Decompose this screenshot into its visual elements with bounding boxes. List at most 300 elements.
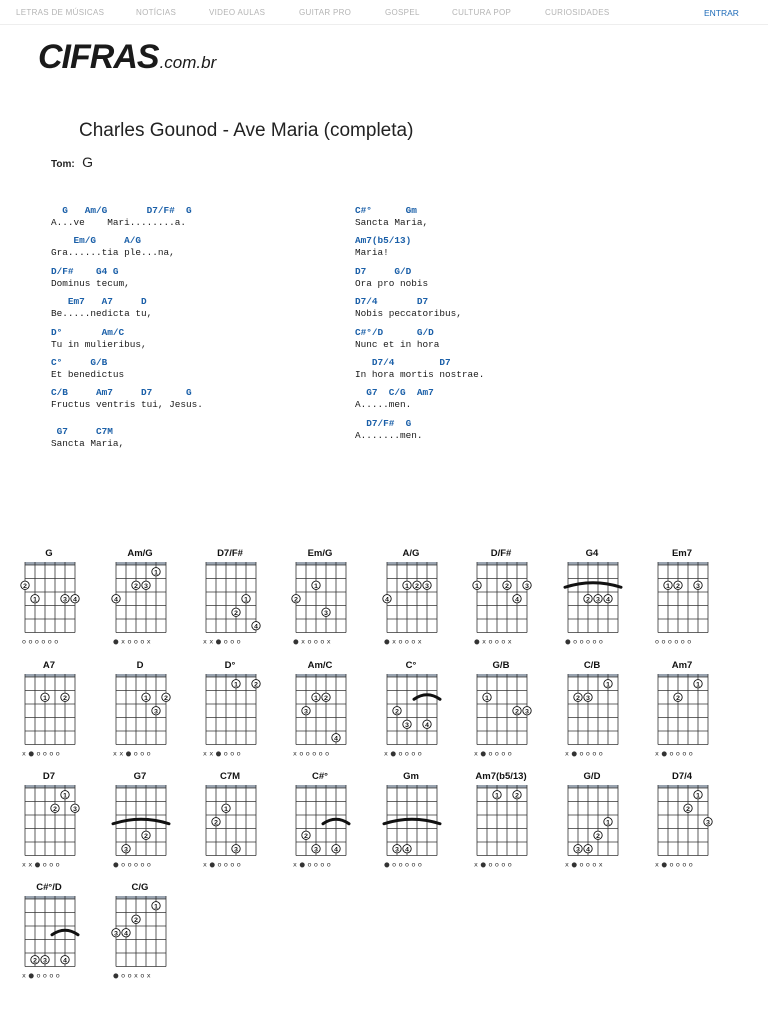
chord-diagram-name: C/G (131, 882, 149, 893)
chord-diagram[interactable] (22, 882, 102, 982)
finger-dot (252, 680, 260, 689)
chord-diagram[interactable] (293, 660, 373, 760)
fretboard (293, 781, 353, 867)
svg-text:1: 1 (154, 569, 158, 577)
chord-diagram[interactable] (384, 660, 464, 760)
lyric-line: Dominus tecum, (51, 277, 130, 289)
nut (658, 785, 708, 788)
string-status-marks: o o o o o o (22, 637, 59, 646)
fretboard (655, 670, 715, 756)
nav-link-video-aulas[interactable]: VIDEO AULAS (209, 8, 266, 17)
fretboard (655, 781, 715, 867)
barre-arc (565, 583, 621, 588)
string-status-marks: ● o o o o o (384, 860, 423, 869)
fretboard (22, 670, 82, 756)
finger-dot (61, 693, 69, 702)
finger-dot (523, 581, 531, 590)
barre-arc (113, 819, 169, 824)
lyric-line: A.....men. (355, 399, 412, 411)
svg-text:1: 1 (33, 596, 37, 604)
svg-text:3: 3 (576, 846, 580, 854)
svg-text:1: 1 (314, 694, 318, 702)
chord-diagram-name: G/B (492, 660, 510, 671)
svg-text:2: 2 (134, 916, 138, 924)
string-status-marks: o o o o o o (655, 637, 692, 646)
finger-dot (483, 693, 491, 702)
fretboard (384, 670, 444, 756)
svg-text:2: 2 (676, 694, 680, 702)
finger-dot (393, 707, 401, 716)
string-status-marks: ● x o o o x (293, 637, 331, 646)
finger-dot (71, 595, 79, 604)
svg-text:2: 2 (324, 694, 328, 702)
svg-text:2: 2 (294, 596, 298, 604)
chord-diagram-name: D7/F# (217, 548, 243, 559)
svg-text:1: 1 (696, 681, 700, 689)
finger-dot (132, 581, 140, 590)
string-status-marks: x ● o o o o (655, 860, 693, 869)
svg-text:3: 3 (525, 582, 529, 590)
nut (116, 785, 166, 788)
finger-dot (704, 818, 712, 827)
chord-diagram[interactable] (565, 771, 645, 871)
key-value[interactable]: G (82, 154, 94, 170)
svg-text:2: 2 (63, 694, 67, 702)
finger-dot (21, 581, 29, 590)
chord-diagram-name: D° (224, 660, 236, 671)
chord-diagram-name: Am7(b5/13) (475, 771, 527, 782)
chord-line[interactable]: Em/G A/G (51, 235, 142, 247)
nav-divider (0, 24, 768, 25)
finger-dot (252, 622, 260, 631)
svg-text:2: 2 (164, 694, 168, 702)
finger-dot (152, 568, 160, 577)
string-status-marks: x ● o o o o (203, 860, 241, 869)
finger-dot (222, 804, 230, 813)
finger-dot (513, 707, 521, 716)
lyric-line: Nobis peccatoribus, (355, 308, 462, 320)
chord-diagram[interactable] (203, 660, 283, 760)
svg-text:2: 2 (686, 805, 690, 813)
finger-dot (513, 791, 521, 800)
chord-line[interactable]: G7 C7M (51, 425, 113, 437)
svg-text:3: 3 (63, 596, 67, 604)
lyric-line: Ora pro nobis (355, 277, 429, 289)
finger-dot (232, 680, 240, 689)
chord-diagram-name: A7 (42, 660, 56, 671)
svg-text:3: 3 (43, 957, 47, 965)
nut (296, 562, 346, 565)
chord-diagram-name: D7 (42, 771, 56, 782)
string-status-marks: x ● o o o x (565, 860, 603, 869)
finger-dot (322, 608, 330, 617)
svg-text:4: 4 (405, 846, 409, 854)
chord-line[interactable]: D7/F# G (355, 417, 412, 429)
svg-text:1: 1 (144, 694, 148, 702)
song-title: Charles Gounod - Ave Maria (completa) (79, 120, 414, 141)
lyric-line: Maria! (355, 247, 389, 259)
lyric-line: Be.....nedicta tu, (51, 308, 153, 320)
string-status-marks: ● x o o o x (474, 637, 512, 646)
chord-diagram[interactable] (113, 660, 193, 760)
chord-diagram[interactable] (293, 548, 373, 648)
svg-text:3: 3 (405, 721, 409, 729)
nav-link-guitar-pro[interactable]: GUITAR PRO (299, 8, 352, 17)
finger-dot (112, 595, 120, 604)
chord-diagram[interactable] (293, 771, 373, 871)
svg-text:2: 2 (515, 792, 519, 800)
chord-diagram[interactable] (203, 771, 283, 871)
string-status-marks: x ● o o o o (22, 749, 60, 758)
svg-text:2: 2 (415, 582, 419, 590)
svg-text:4: 4 (385, 596, 389, 604)
chord-line[interactable]: G Am/G D7/F# G (51, 205, 192, 216)
fretboard (203, 670, 263, 756)
finger-dot (604, 818, 612, 827)
fretboard (113, 558, 173, 644)
fretboard (113, 892, 173, 978)
chord-diagram-name: Am7 (671, 660, 693, 671)
string-status-marks: ● o o o o o (113, 860, 152, 869)
string-status-marks: x ● o o o o (293, 860, 331, 869)
chord-diagram-name: A/G (402, 548, 420, 559)
chord-line[interactable]: C/B Am7 D7 G (51, 387, 192, 399)
finger-dot (312, 845, 320, 854)
svg-text:3: 3 (144, 582, 148, 590)
fretboard (384, 781, 444, 867)
finger-dot (312, 581, 320, 590)
string-status-marks: x ● o o o o (474, 749, 512, 758)
chord-diagram[interactable] (384, 771, 464, 871)
svg-text:1: 1 (485, 694, 489, 702)
finger-dot (61, 956, 69, 965)
nut (658, 562, 708, 565)
svg-text:1: 1 (606, 819, 610, 827)
chord-line[interactable]: D7/4 D7 (355, 357, 451, 368)
chord-diagram[interactable] (655, 660, 735, 760)
logo-brand: CIFRAS (38, 38, 159, 76)
string-status-marks: x o o o o o (293, 749, 330, 758)
svg-text:1: 1 (154, 903, 158, 911)
fretboard (655, 558, 715, 644)
chord-diagram[interactable] (474, 771, 554, 871)
nut (568, 562, 618, 565)
finger-dot (302, 707, 310, 716)
nav-link-noticias[interactable]: NOTÍCIAS (136, 8, 177, 17)
finger-dot (684, 804, 692, 813)
chord-diagram-name: G/D (583, 771, 601, 782)
chord-diagram[interactable] (655, 548, 735, 648)
svg-text:2: 2 (23, 582, 27, 590)
svg-text:4: 4 (334, 846, 338, 854)
svg-text:4: 4 (73, 596, 77, 604)
chord-diagram[interactable] (655, 771, 735, 871)
svg-text:3: 3 (234, 846, 238, 854)
finger-dot (503, 581, 511, 590)
nut (296, 674, 346, 677)
site-logo[interactable] (38, 38, 216, 77)
svg-text:1: 1 (314, 582, 318, 590)
string-status-marks: x ● o o o o (474, 860, 512, 869)
svg-text:3: 3 (73, 805, 77, 813)
string-status-marks: x x ● o o o (203, 637, 241, 646)
finger-dot (584, 595, 592, 604)
nut (477, 785, 527, 788)
svg-text:1: 1 (606, 681, 610, 689)
chord-line[interactable]: Am7(b5/13) (355, 235, 412, 247)
chord-line[interactable]: C#°/D G/D (355, 326, 434, 338)
lyric-line: Gra......tia ple...na, (51, 247, 175, 259)
chord-diagram[interactable] (474, 660, 554, 760)
finger-dot (574, 693, 582, 702)
chord-diagram-name: C° (405, 660, 417, 671)
fretboard (293, 670, 353, 756)
chord-line[interactable]: D° Am/C (51, 326, 125, 338)
svg-text:3: 3 (114, 930, 118, 938)
string-status-marks: x ● o o o o (384, 749, 422, 758)
nav-link-curiosidades[interactable]: CURIOSIDADES (545, 8, 610, 17)
chord-diagram-name: C#°/D (36, 882, 62, 893)
svg-text:2: 2 (676, 582, 680, 590)
finger-dot (694, 581, 702, 590)
nut (206, 562, 256, 565)
chord-diagram-name: Am/G (127, 548, 153, 559)
fretboard (565, 670, 625, 756)
svg-text:3: 3 (324, 609, 328, 617)
finger-dot (664, 581, 672, 590)
finger-dot (694, 680, 702, 689)
svg-text:1: 1 (224, 805, 228, 813)
svg-text:4: 4 (515, 596, 519, 604)
svg-text:3: 3 (154, 708, 158, 716)
svg-text:2: 2 (304, 832, 308, 840)
finger-dot (513, 595, 521, 604)
string-status-marks: x x ● o o o (113, 749, 151, 758)
chord-line[interactable]: C#° Gm (355, 205, 417, 216)
svg-text:2: 2 (596, 832, 600, 840)
finger-dot (61, 595, 69, 604)
nut (387, 562, 437, 565)
fretboard (22, 558, 82, 644)
svg-text:4: 4 (586, 846, 590, 854)
finger-dot (473, 581, 481, 590)
svg-text:2: 2 (214, 819, 218, 827)
svg-text:2: 2 (254, 681, 258, 689)
chord-line[interactable]: Em7 A7 D (51, 296, 147, 308)
nav-link-cultura-pop[interactable]: CULTURA POP (452, 8, 512, 17)
nut (658, 674, 708, 677)
svg-text:2: 2 (134, 582, 138, 590)
finger-dot (423, 720, 431, 729)
finger-dot (574, 845, 582, 854)
svg-text:3: 3 (395, 846, 399, 854)
svg-text:2: 2 (586, 596, 590, 604)
svg-text:1: 1 (63, 792, 67, 800)
fretboard (384, 558, 444, 644)
svg-text:4: 4 (254, 623, 258, 631)
fretboard (474, 670, 534, 756)
nut (206, 785, 256, 788)
svg-text:4: 4 (124, 930, 128, 938)
finger-dot (403, 845, 411, 854)
barre-arc (384, 819, 440, 824)
svg-text:3: 3 (425, 582, 429, 590)
chord-diagram[interactable] (203, 548, 283, 648)
chord-diagram[interactable] (22, 660, 102, 760)
fretboard (22, 781, 82, 867)
svg-text:4: 4 (63, 957, 67, 965)
finger-dot (312, 693, 320, 702)
chord-line[interactable]: D7/4 D7 (355, 296, 429, 308)
fretboard (293, 558, 353, 644)
finger-dot (232, 845, 240, 854)
nut (387, 785, 437, 788)
svg-text:1: 1 (696, 792, 700, 800)
chord-diagram-name: C/B (583, 660, 601, 671)
finger-dot (242, 595, 250, 604)
finger-dot (694, 791, 702, 800)
finger-dot (232, 608, 240, 617)
nut (387, 674, 437, 677)
string-status-marks: ● o o o o o (565, 637, 604, 646)
finger-dot (61, 791, 69, 800)
chord-diagram[interactable] (113, 771, 193, 871)
finger-dot (152, 707, 160, 716)
fretboard (474, 781, 534, 867)
svg-text:4: 4 (606, 596, 610, 604)
svg-text:3: 3 (586, 694, 590, 702)
chord-diagram-name: G7 (133, 771, 147, 782)
finger-dot (302, 831, 310, 840)
finger-dot (383, 595, 391, 604)
chord-line[interactable]: G7 C/G Am7 (355, 387, 434, 399)
finger-dot (142, 581, 150, 590)
lyric-line: In hora mortis nostrae. (355, 369, 485, 380)
finger-dot (112, 929, 120, 938)
svg-text:1: 1 (405, 582, 409, 590)
svg-text:3: 3 (696, 582, 700, 590)
svg-text:2: 2 (395, 708, 399, 716)
string-status-marks: ● x o o o x (113, 637, 151, 646)
finger-dot (132, 915, 140, 924)
lyric-line: Fructus ventris tui, Jesus. (51, 399, 203, 411)
finger-dot (584, 693, 592, 702)
string-status-marks: ● x o o o x (384, 637, 422, 646)
nut (477, 674, 527, 677)
key-label: Tom: (51, 159, 75, 170)
chord-diagram[interactable] (384, 548, 464, 648)
fretboard (203, 558, 263, 644)
finger-dot (594, 831, 602, 840)
nav-link-gospel[interactable]: GOSPEL (385, 8, 420, 17)
string-status-marks: x x ● o o o (203, 749, 241, 758)
chord-diagram[interactable] (565, 548, 645, 648)
finger-dot (393, 845, 401, 854)
nut (568, 785, 618, 788)
lyric-line: A...ve Mari........a. (51, 217, 187, 228)
nut (116, 674, 166, 677)
chord-diagram-name: G4 (585, 548, 599, 559)
string-status-marks: x x ● o o o (22, 860, 60, 869)
song-key (51, 154, 93, 172)
nut (116, 896, 166, 899)
finger-dot (584, 845, 592, 854)
chord-diagram-name: D/F# (490, 548, 512, 559)
finger-dot (142, 831, 150, 840)
svg-text:1: 1 (495, 792, 499, 800)
chord-line[interactable]: D7 G/D (355, 265, 412, 277)
chord-diagram-name: Em/G (307, 548, 333, 559)
svg-text:3: 3 (596, 596, 600, 604)
fretboard (474, 558, 534, 644)
nut (568, 674, 618, 677)
nut (116, 562, 166, 565)
chord-line[interactable]: D/F# G4 G (51, 265, 119, 277)
nut (25, 562, 75, 565)
chord-diagram-name: Em7 (671, 548, 693, 559)
chord-line[interactable]: C° G/B (51, 357, 108, 368)
svg-text:4: 4 (114, 596, 118, 604)
nut (206, 674, 256, 677)
chord-diagram[interactable] (113, 882, 193, 982)
fretboard (22, 892, 82, 978)
finger-dot (332, 845, 340, 854)
fretboard (565, 558, 625, 644)
svg-text:4: 4 (334, 735, 338, 743)
lyric-line: Sancta Maria, (355, 217, 429, 228)
string-status-marks: x ● o o o o (22, 971, 60, 980)
lyric-line: A.......men. (355, 429, 423, 441)
chord-diagram-name: C#° (312, 771, 328, 782)
chord-diagram[interactable] (22, 548, 102, 648)
nut (25, 896, 75, 899)
finger-dot (594, 595, 602, 604)
finger-dot (142, 693, 150, 702)
finger-dot (493, 791, 501, 800)
nut (477, 562, 527, 565)
chord-diagram[interactable] (22, 771, 102, 871)
fretboard (203, 781, 263, 867)
svg-text:2: 2 (144, 832, 148, 840)
lyric-line: Et benedictus (51, 369, 125, 380)
chord-diagram-name: D (136, 660, 144, 671)
lyric-line: Nunc et in hora (355, 338, 440, 350)
login-link[interactable]: ENTRAR (704, 8, 739, 18)
finger-dot (51, 804, 59, 813)
string-status-marks: x ● o o o o (565, 749, 603, 758)
chord-diagram[interactable] (565, 660, 645, 760)
svg-text:1: 1 (666, 582, 670, 590)
finger-dot (674, 581, 682, 590)
chord-diagram[interactable] (113, 548, 193, 648)
lyric-line: Sancta Maria, (51, 437, 125, 449)
finger-dot (604, 595, 612, 604)
svg-text:3: 3 (124, 846, 128, 854)
finger-dot (122, 845, 130, 854)
fretboard (113, 781, 173, 867)
chord-diagram-name: Am/C (307, 660, 333, 671)
svg-text:2: 2 (53, 805, 57, 813)
top-nav (0, 0, 768, 26)
nut (25, 785, 75, 788)
nav-link-letras[interactable]: LETRAS DE MÚSICAS (16, 8, 105, 17)
chord-diagram[interactable] (474, 548, 554, 648)
finger-dot (212, 818, 220, 827)
svg-text:4: 4 (425, 721, 429, 729)
svg-text:1: 1 (43, 694, 47, 702)
finger-dot (292, 595, 300, 604)
finger-dot (41, 956, 49, 965)
